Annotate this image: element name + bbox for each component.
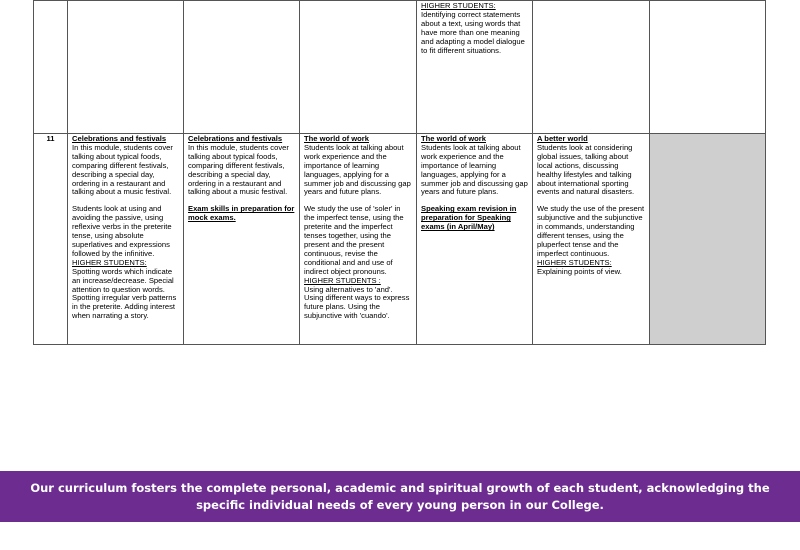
cell-text: Students look at using and avoiding the passive, using reflexive verbs in the preterite tense, using absolute superlatives and expressions followed by the infinitive. [72,204,172,258]
row-number-cell [34,134,68,345]
table-cell [68,1,184,134]
table-row [34,134,766,345]
shaded-cell [650,134,766,345]
cell-text: In this module, students cover talking about typical foods, comparing different festivals, describing a special day, ordering in a restaurant and talking about a music festival. [72,142,173,197]
cell-text: Identifying correct statements about a text, using words that have more than one meaning and adapting a model dialogue to fit different situations. [421,9,525,55]
higher-students-label: HIGHER STUDENTS : [304,275,381,285]
table-cell [417,1,533,134]
cell-text: Students look at considering global issues, talking about local actions, discussing healthy lifestyles and talking about international sporting events and natural disasters. [537,142,635,197]
exam-note: Exam skills in preparation for mock exams. [188,204,295,223]
cell-text: In this module, students cover talking about typical foods, comparing different festivals, describing a special day, ordering in a restaurant and talking about a music festival. [188,142,289,197]
module-heading: Celebrations and festivals [188,134,283,143]
table-cell [300,134,417,345]
table-cell [184,1,300,134]
exam-note: Speaking exam revision in preparation for Speaking exams (in April/May) [421,204,517,232]
module-heading: The world of work [304,134,369,143]
module-heading: Celebrations and festivals [72,134,167,143]
higher-students-label: HIGHER STUDENTS: [537,257,612,267]
table-cell [533,1,650,134]
cell-text: We study the use of the present subjunctive and the subjunctive in commands, understanding different tenses, using the pluperfect tense and the imperfect continuous. [537,204,645,258]
curriculum-statement: Our curriculum fosters the complete personal, academic and spiritual growth of each student, acknowledging the specific individual needs of every young person in our College. [30,480,770,512]
higher-students-label: HIGHER STUDENTS: [72,257,147,267]
cell-text: Spotting words which indicate an increase/decrease. Special attention to question words. Spotting irregular verb patterns in the preterite. Adding interest when narrating a story. [72,266,177,321]
cell-text: Students look at talking about work experience and the importance of learning languages, applying for a summer job and discussing gap years and future plans. [304,142,411,197]
footer-banner [0,471,800,522]
table-cell [68,134,184,345]
table-cell [184,134,300,345]
module-heading: The world of work [421,134,486,143]
cell-text: We study the use of 'soler' in the imperfect tense, using the preterite and the imperfect tenses together, using the present and the present continuous, revise the conditional and and use of indirect object pronouns. [304,204,404,276]
curriculum-table [33,0,766,345]
row-number: 11 [46,134,55,143]
table-cell [300,1,417,134]
higher-students-label: HIGHER STUDENTS: [421,1,496,10]
table-cell [417,134,533,345]
table-cell [650,1,766,134]
row-number-cell [34,1,68,134]
cell-text: Using alternatives to 'and'. Using different ways to express future plans. Using the subjunctive with 'cuando'. [304,284,410,321]
module-heading: A better world [537,134,588,143]
table-row [34,1,766,134]
table-cell [533,134,650,345]
cell-text: Students look at talking about work experience and the importance of learning languages, applying for a summer job and discussing gap years and future plans. [421,142,528,197]
cell-text: Explaining points of view. [537,266,622,276]
